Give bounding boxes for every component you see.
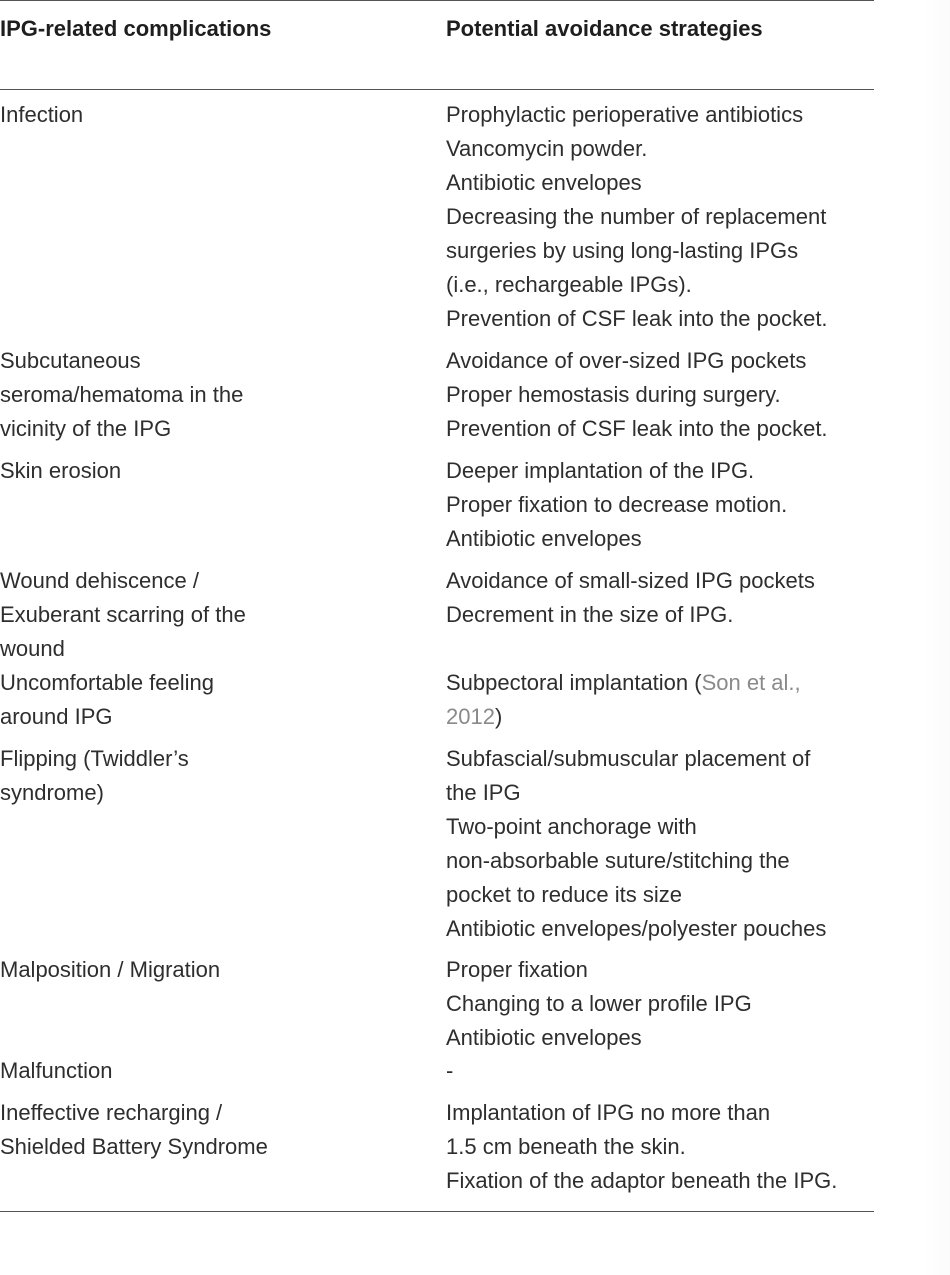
complication-cell-infection	[0, 98, 83, 132]
strategy-line: Proper fixation	[446, 957, 588, 982]
complication-line: Shielded Battery Syndrome	[0, 1134, 268, 1159]
complication-line: around IPG	[0, 704, 113, 729]
strategy-cell-flipping	[446, 742, 826, 946]
strategy-cell-wound-dehiscence	[446, 564, 815, 632]
citation-link[interactable]: Son et al.,	[701, 670, 801, 695]
strategy-line: Changing to a lower profile IPG	[446, 991, 752, 1016]
strategy-line: Proper fixation to decrease motion.	[446, 492, 788, 517]
page-edge-shadow	[924, 0, 950, 1275]
strategy-line: Implantation of IPG no more than	[446, 1100, 771, 1125]
strategy-line: Antibiotic envelopes	[446, 170, 642, 195]
strategy-line: Antibiotic envelopes	[446, 1025, 642, 1050]
header-strategies: Potential avoidance strategies	[446, 16, 763, 41]
header-rule	[0, 89, 874, 90]
strategy-line: Decrement in the size of IPG.	[446, 602, 734, 627]
strategy-line: Antibiotic envelopes/polyester pouches	[446, 916, 827, 941]
strategy-line: Decreasing the number of replacement	[446, 204, 827, 229]
complication-cell-flipping	[0, 742, 189, 810]
strategy-line: Prevention of CSF leak into the pocket.	[446, 416, 828, 441]
strategy-cell-malposition	[446, 953, 752, 1055]
strategy-cell-ineffective-recharging	[446, 1096, 837, 1198]
complication-cell-wound-dehiscence	[0, 564, 246, 666]
strategy-line: Avoidance of small-sized IPG pockets	[446, 568, 815, 593]
strategy-line: Vancomycin powder.	[446, 136, 648, 161]
header-complications: IPG-related complications	[0, 16, 272, 41]
complication-line: Malfunction	[0, 1058, 113, 1083]
complication-line: Infection	[0, 102, 84, 127]
complication-line: vicinity of the IPG	[0, 416, 172, 441]
complication-cell-seroma	[0, 344, 243, 446]
strategy-text: )	[494, 704, 503, 729]
complication-line: Flipping (Twiddler’s	[0, 746, 189, 771]
strategy-cell-uncomfortable	[446, 666, 801, 734]
strategy-cell-malfunction	[446, 1054, 453, 1088]
complication-cell-skin-erosion	[0, 454, 121, 488]
strategy-line: -	[446, 1058, 454, 1083]
strategy-line: Avoidance of over-sized IPG pockets	[446, 348, 807, 373]
complication-line: Wound dehiscence /	[0, 568, 199, 593]
strategy-line: Two-point anchorage with	[446, 814, 697, 839]
complication-line: Exuberant scarring of the	[0, 602, 246, 627]
table-top-rule	[0, 0, 874, 1]
complication-cell-malposition	[0, 953, 220, 987]
complication-cell-uncomfortable	[0, 666, 214, 734]
strategy-line: surgeries by using long-lasting IPGs	[446, 238, 799, 263]
strategy-cell-seroma	[446, 344, 828, 446]
table-bottom-rule	[0, 1211, 874, 1212]
strategy-line: Fixation of the adaptor beneath the IPG.	[446, 1168, 838, 1193]
complication-cell-malfunction	[0, 1054, 113, 1088]
complication-line: Skin erosion	[0, 458, 122, 483]
strategy-line	[446, 700, 801, 734]
strategy-cell-infection	[446, 98, 828, 336]
complication-line: wound	[0, 636, 65, 661]
strategy-line: non-absorbable suture/stitching the	[446, 848, 790, 873]
strategy-line: 1.5 cm beneath the skin.	[446, 1134, 686, 1159]
strategy-line: Deeper implantation of the IPG.	[446, 458, 755, 483]
complication-line: Uncomfortable feeling	[0, 670, 215, 695]
strategy-line	[446, 666, 801, 700]
complication-line: syndrome)	[0, 780, 104, 805]
strategy-line: Subfascial/submuscular placement of	[446, 746, 811, 771]
strategy-line: Prevention of CSF leak into the pocket.	[446, 306, 828, 331]
complication-line: Malposition / Migration	[0, 957, 221, 982]
strategy-text: Subpectoral implantation (	[446, 670, 702, 695]
complication-cell-ineffective-recharging	[0, 1096, 268, 1164]
strategy-line: Antibiotic envelopes	[446, 526, 642, 551]
strategy-line: (i.e., rechargeable IPGs).	[446, 272, 692, 297]
complication-line: Ineffective recharging /	[0, 1100, 223, 1125]
strategy-line: the IPG	[446, 780, 521, 805]
complication-line: seroma/hematoma in the	[0, 382, 244, 407]
strategy-line: Prophylactic perioperative antibiotics	[446, 102, 804, 127]
citation-link-year[interactable]: 2012	[446, 704, 495, 729]
strategy-line: Proper hemostasis during surgery.	[446, 382, 781, 407]
complication-line: Subcutaneous	[0, 348, 141, 373]
strategy-line: pocket to reduce its size	[446, 882, 683, 907]
strategy-cell-skin-erosion	[446, 454, 787, 556]
